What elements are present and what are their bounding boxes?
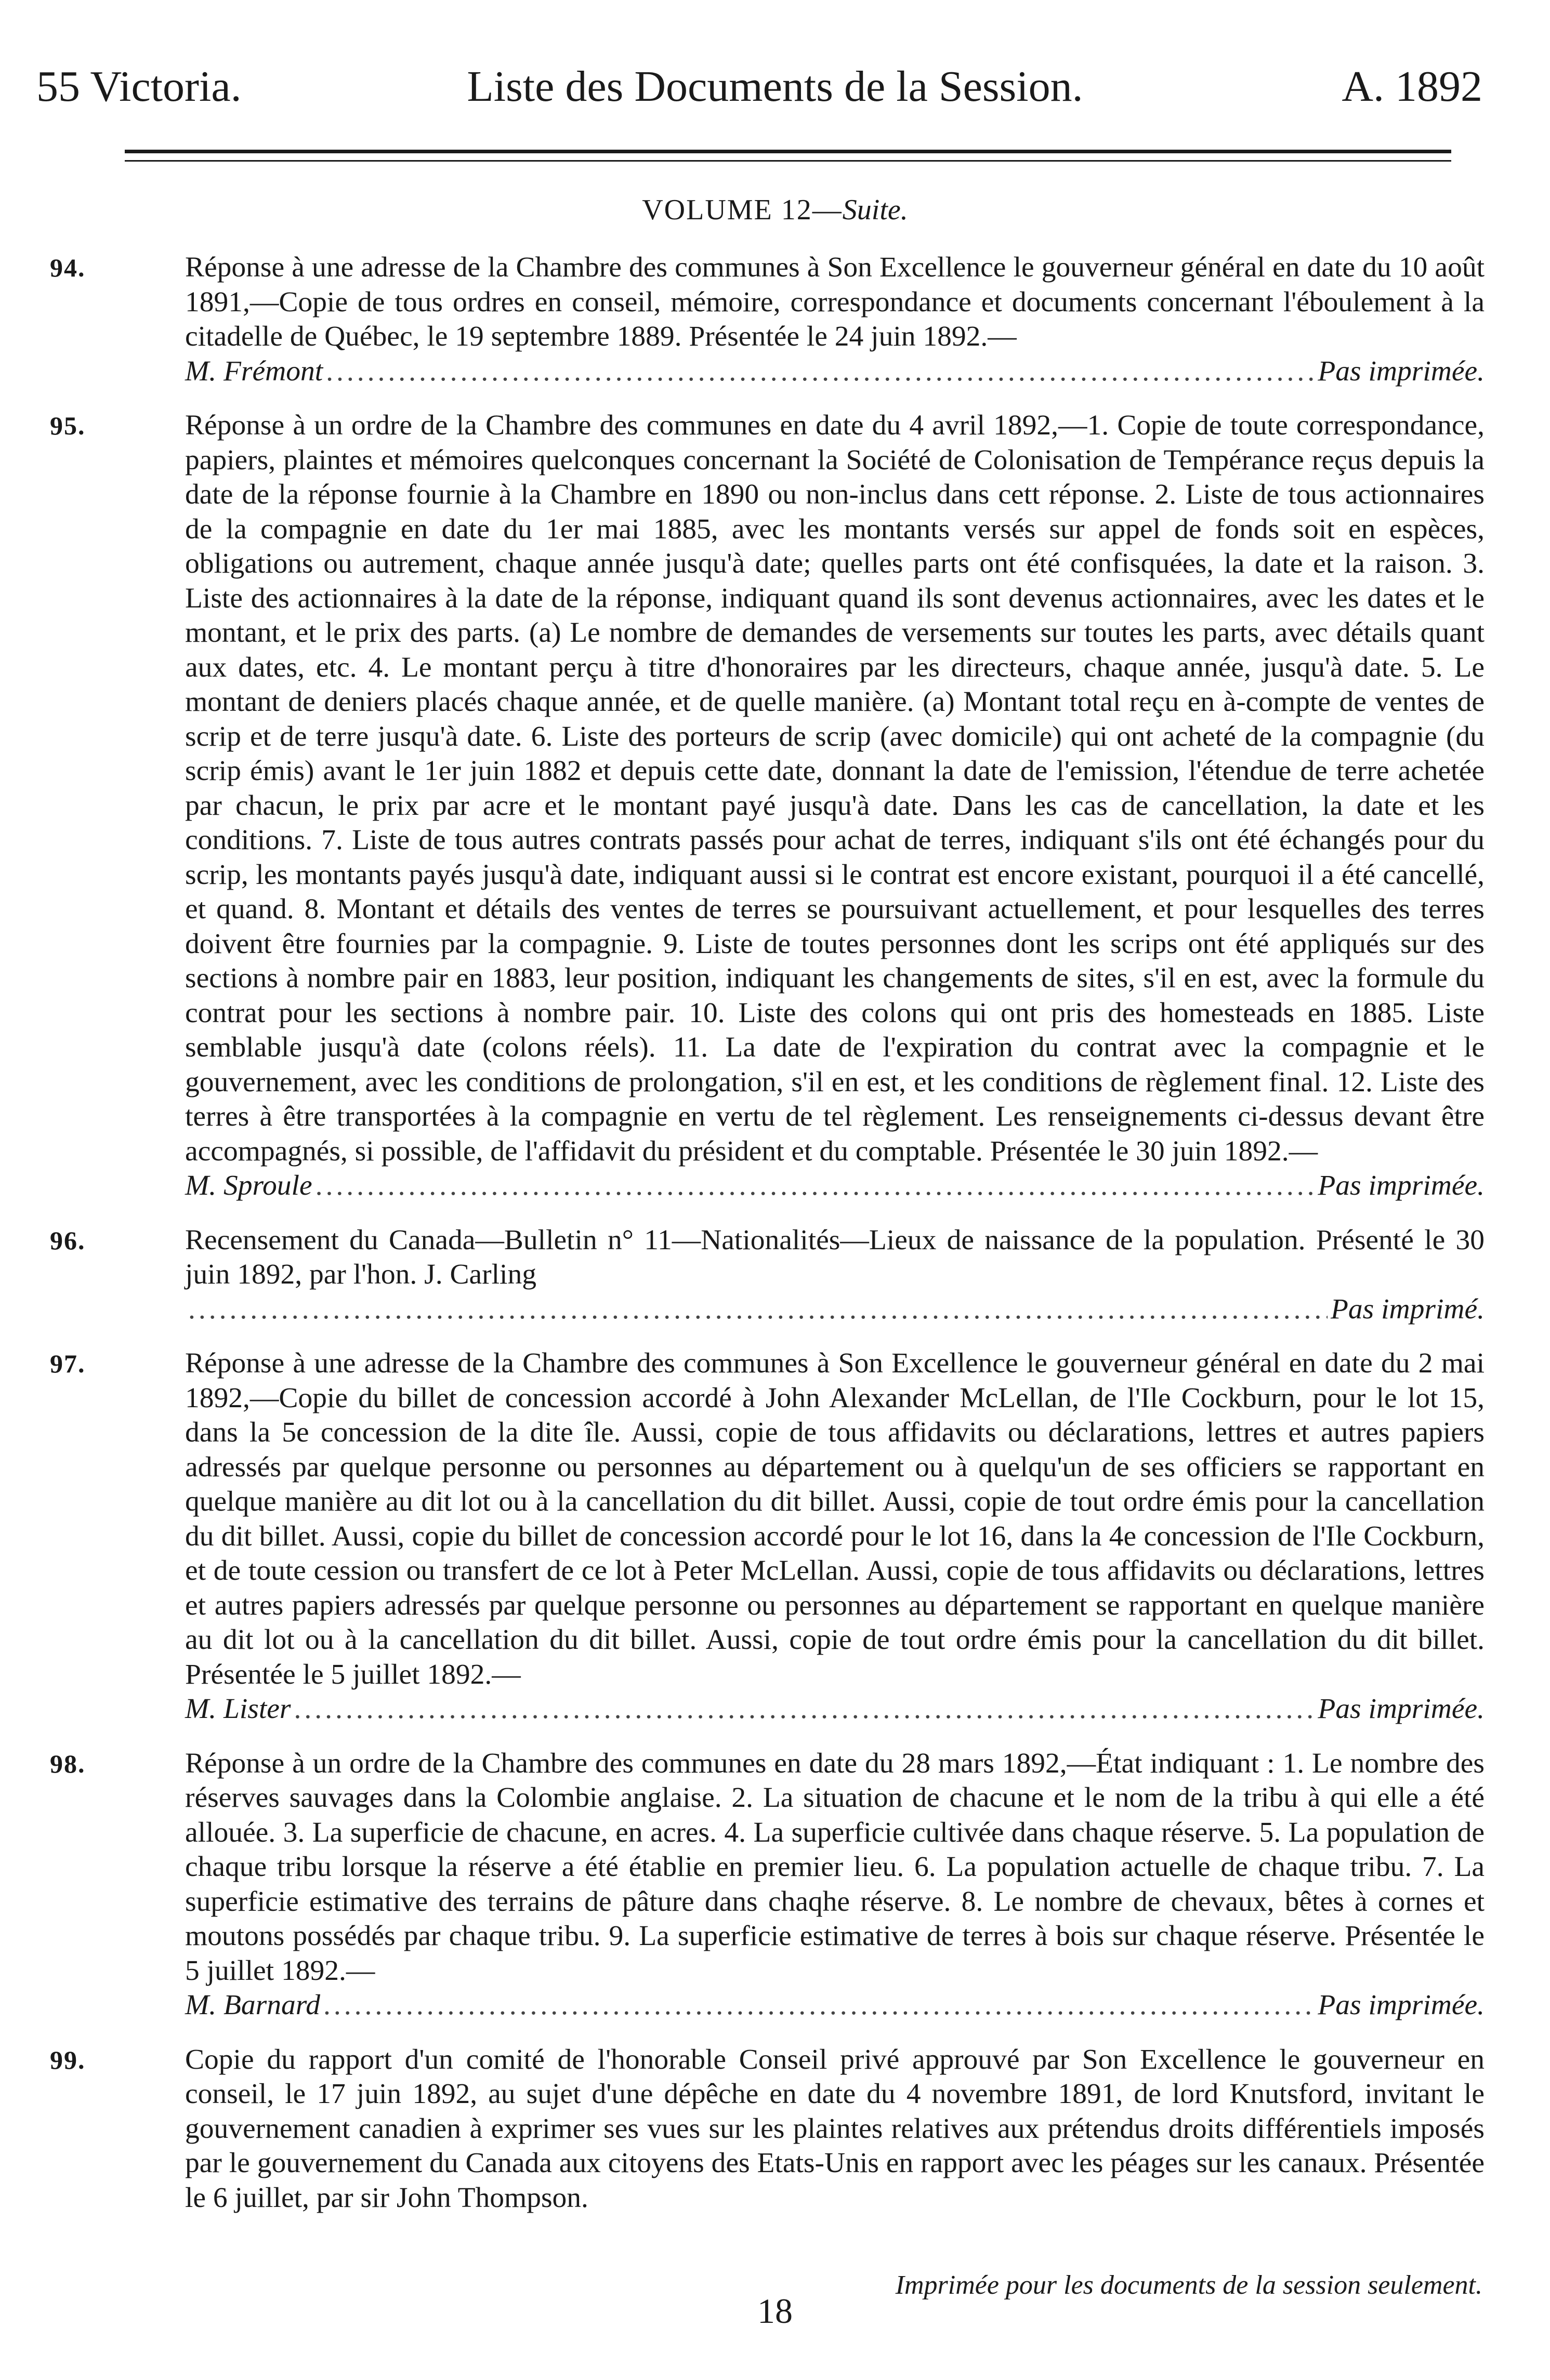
running-header xyxy=(36,61,1514,124)
entry-number: 94. xyxy=(50,253,86,282)
header-rule-thick xyxy=(125,150,1451,153)
document-entry xyxy=(50,1747,1485,2023)
document-entry xyxy=(50,250,1485,389)
header-title: Liste des Documents de la Session. xyxy=(467,62,1083,111)
page-number: 18 xyxy=(757,2291,793,2331)
header-right: A. 1892 xyxy=(1342,62,1482,111)
entry-number: 97. xyxy=(50,1349,86,1378)
entry-member: M. Sproule xyxy=(185,1170,312,1201)
entry-text: Copie du rapport d'un comité de l'honorable Conseil privé approuvé par Son Excellence le gouverneur en conseil, le 17 juin 1892, au sujet d'une dépêche en date du 4 novembre 1891, de lord Knutsford, invitant le gouvernement canadien à exprimer ses vues sur les plaintes relatives aux prétendus droits différentiels imposés par le gouvernement du Canada aux citoyens des Etats-Unis en rapport avec les péages sur les canaux. Présentée le 6 juillet, par sir John Thompson. xyxy=(185,2043,1485,2214)
dot-leader xyxy=(188,1292,1328,1327)
entry-closing-line xyxy=(185,1292,1485,1327)
entry-text: Réponse à une adresse de la Chambre des communes à Son Excellence le gouverneur général en date du 10 août 1891,—Copie de tous ordres en conseil, mémoire, correspondance et documents concernant l'éboulement à la citadelle de Québec, le 19 septembre 1889. Présentée le 24 juin 1892.— xyxy=(185,252,1485,352)
entry-text: Recensement du Canada—Bulletin n° 11—Nationalités—Lieux de naissance de la population. Présenté le 30 juin 1892, par l'hon. J. Carling xyxy=(185,1224,1485,1290)
entry-text: Réponse à un ordre de la Chambre des communes en date du 28 mars 1892,—État indiquant : 1. Le nombre des réserves sauvages dans la Colombie anglaise. 2. La situation de chacune et le nom de la tribu à qui elle a été allouée. 3. La superficie de chacune, en acres. 4. La superficie cultivée dans chaque réserve. 5. La population de chaque tribu lorsque la réserve a été établie en premier lieu. 6. La population actuelle de chaque tribu. 7. La superficie estimative des terrains de pâture dans chaqhe réserve. 8. Le nombre de chevaux, bêtes à cornes et moutons possédés par chaque tribu. 9. La superficie estimative de terres à bois sur chaque réserve. Présentée le 5 juillet 1892.— xyxy=(185,1747,1485,1987)
footer-note: Imprimée pour les documents de la session seulement. xyxy=(895,2270,1482,2300)
document-list xyxy=(50,250,1485,2235)
entry-status: Pas imprimé. xyxy=(1331,1293,1485,1325)
header-left: 55 Victoria. xyxy=(36,62,242,111)
entry-number: 95. xyxy=(50,411,86,440)
dot-leader xyxy=(323,1988,1315,2023)
entry-number: 98. xyxy=(50,1749,86,1778)
entry-member: M. Barnard xyxy=(185,1989,321,2021)
entry-closing-line xyxy=(185,1692,1485,1727)
document-entry xyxy=(50,408,1485,1204)
entry-text: Réponse à une adresse de la Chambre des communes à Son Excellence le gouverneur général en date du 2 mai 1892,—Copie du billet de concession accordé à John Alexander McLellan, de l'Ile Cockburn, pour le lot 15, dans la 5e concession de la dite île. Aussi, copie de tous affidavits ou déclarations, lettres et autres papiers adressés par quelque personne ou personnes au département ou à quelqu'un de ses officiers se rapportant en quelque manière au dit lot ou à la cancellation du dit billet. Aussi, copie de tout ordre émis pour la cancellation du dit billet. Aussi, copie du billet de concession accordé pour le lot 16, dans la 4e concession de l'Ile Cockburn, et de toute cession ou transfert de ce lot à Peter McLellan. Aussi, copie de tous affidavits ou déclarations, lettres et autres papiers adressés par quelque personne ou personnes au département se rapportant en quelque manière au dit lot ou à la cancellation du dit billet. Aussi, copie de tout ordre émis pour la cancellation du dit billet. Présentée le 5 juillet 1892.— xyxy=(185,1347,1485,1690)
entry-member: M. Lister xyxy=(185,1693,291,1725)
entry-status: Pas imprimée. xyxy=(1318,1989,1485,2021)
header-rule-thin xyxy=(125,160,1451,162)
entry-member: M. Frémont xyxy=(185,355,323,387)
volume-heading xyxy=(0,193,1550,227)
dot-leader xyxy=(316,1169,1315,1204)
entry-number: 96. xyxy=(50,1225,86,1255)
document-entry xyxy=(50,1346,1485,1727)
entry-status: Pas imprimée. xyxy=(1318,355,1485,387)
entry-closing-line xyxy=(185,1988,1485,2023)
entry-closing-line xyxy=(185,1169,1485,1204)
entry-text: Réponse à un ordre de la Chambre des communes en date du 4 avril 1892,—1. Copie de toute correspondance, papiers, plaintes et mémoires quelconques concernant la Société de Colonisation de Tempérance reçus depuis la date de la réponse fournie à la Chambre en 1890 ou non-inclus dans cett réponse. 2. Liste de tous actionnaires de la compagnie en date du 1er mai 1885, avec les montants versés sur appel de fonds soit en espèces, obligations ou autrement, chaque année jusqu'à date; quelles parts ont été confisquées, la date et la raison. 3. Liste des actionnaires à la date de la réponse, indiquant quand ils sont devenus actionnaires, avec les dates et le montant, et le prix des parts. (a) Le nombre de demandes de versements sur toutes les parts, avec détails quant aux dates, etc. 4. Le montant perçu à titre d'honoraires par les directeurs, chaque année, jusqu'à date. 5. Le montant de deniers placés chaque année, et de quelle manière. (a) Montant total reçu en à-compte de ventes de scrip et de terre jusqu'à date. 6. Liste des porteurs de scrip (avec domicile) qui ont acheté de la compagnie (du scrip émis) avant le 1er juin 1882 et depuis cette date, donnant la date de l'emission, l'étendue de terre achetée par chacun, le prix par acre et le montant payé jusqu'à date. Dans les cas de cancellation, la date et les conditions. 7. Liste de tous autres contrats passés pour achat de terres, indiquant s'ils ont été échangés pour du scrip, les montants payés jusqu'à date, indiquant aussi si le contrat est encore existant, pourquoi il a été cancellé, et quand. 8. Montant et détails des ventes de terres se poursuivant actuellement, et pour lesquelles des terres doivent être fournies par la compagnie. 9. Liste de toutes personnes dont les scrips ont été appliqués sur des sections à nombre pair en 1883, leur position, indiquant les changements de sites, s'il en est, avec la formule du contrat pour les sections à nombre pair. 10. Liste des colons qui ont pris des homesteads en 1885. Liste semblable jusqu'à date (colons réels). 11. La date de l'expiration du contrat avec la compagnie et le gouvernement, avec les conditions de prolongation, s'il en est, et les conditions de règlement final. 12. Liste des terres à être transportées à la compagnie en vertu de tel règlement. Les renseignements ci-dessus devant être accompagnés, si possible, de l'affidavit du président et du comptable. Présentée le 30 juin 1892.— xyxy=(185,409,1485,1167)
entry-number: 99. xyxy=(50,2045,86,2074)
document-entry xyxy=(50,2043,1485,2216)
dot-leader xyxy=(294,1692,1315,1727)
volume-heading-suffix: Suite. xyxy=(842,194,908,226)
document-entry xyxy=(50,1223,1485,1327)
volume-heading-main: VOLUME 12— xyxy=(642,194,843,226)
dot-leader xyxy=(326,354,1315,389)
entry-status: Pas imprimée. xyxy=(1318,1693,1485,1725)
entry-status: Pas imprimée. xyxy=(1318,1170,1485,1201)
entry-closing-line xyxy=(185,354,1485,389)
